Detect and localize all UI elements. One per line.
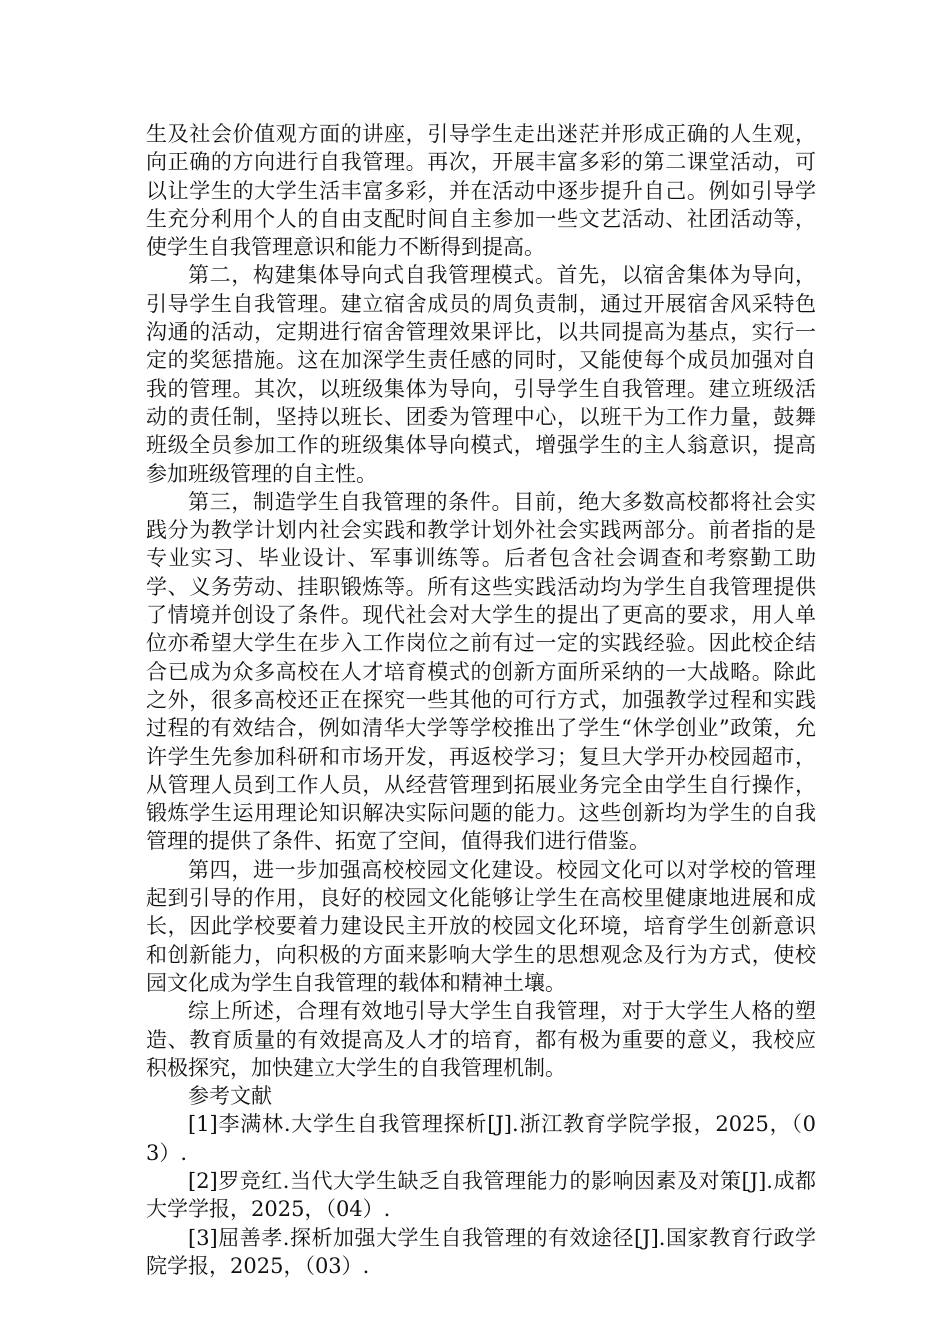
reference-item: [3]屈善孝.探析加强大学生自我管理的有效途径[J].国家教育行政学院学报，2025，（03）.	[146, 1225, 816, 1278]
reference-item: [1]李满林.大学生自我管理探析[J].浙江教育学院学报，2025，（03）.	[146, 1112, 816, 1165]
paragraph-fourth-point: 第四，进一步加强高校校园文化建设。校园文化可以对学校的管理起到引导的作用，良好的校园文化能够让学生在高校里健康地进展和成长，因此学校要着力建设民主开放的校园文化环境，培育学生创新意识和创新能力，向积极的方面来影响大学生的思想观念及行为方式，使校园文化成为学生自我管理的载体和精神土壤。	[146, 857, 816, 995]
document-body	[146, 120, 816, 1280]
references-heading: 参考文献	[188, 1084, 272, 1109]
paragraph-third-point: 第三，制造学生自我管理的条件。目前，绝大多数高校都将社会实践分为教学计划内社会实践和教学计划外社会实践两部分。前者指的是专业实习、毕业设计、军事训练等。后者包含社会调查和考察勤工助学、义务劳动、挂职锻炼等。所有这些实践活动均为学生自我管理提供了情境并创设了条件。现代社会对大学生的提出了更高的要求，用人单位亦希望大学生在步入工作岗位之前有过一定的实践经验。因此校企结合已成为众多高校在人才培育模式的创新方面所采纳的一大战略。除此之外，很多高校还正在探究一些其他的可行方式，加强教学过程和实践过程的有效结合，例如清华大学等学校推出了学生“休学创业”政策，允许学生先参加科研和市场开发，再返校学习；复旦大学开办校园超市，从管理人员到工作人员，从经营管理到拓展业务完全由学生自行操作，锻炼学生运用理论知识解决实际问题的能力。这些创新均为学生的自我管理的提供了条件、拓宽了空间，值得我们进行借鉴。	[146, 489, 816, 854]
paragraph-conclusion: 综上所述，合理有效地引导大学生自我管理，对于大学生人格的塑造、教育质量的有效提高及人才的培育，都有极为重要的意义，我校应积极探究，加快建立大学生的自我管理机制。	[146, 999, 816, 1080]
paragraph-second-point: 第二，构建集体导向式自我管理模式。首先，以宿舍集体为导向，引导学生自我管理。建立宿舍成员的周负责制，通过开展宿舍风采特色沟通的活动，定期进行宿舍管理效果评比，以共同提高为基点，实行一定的奖惩措施。这在加深学生责任感的同时，又能使每个成员加强对自我的管理。其次，以班级集体为导向，引导学生自我管理。建立班级活动的责任制，坚持以班长、团委为管理中心，以班干为工作力量，鼓舞班级全员参加工作的班级集体导向模式，增强学生的主人翁意识，提高参加班级管理的自主性。	[146, 263, 816, 486]
reference-item: [2]罗竞红.当代大学生缺乏自我管理能力的影响因素及对策[J].成都大学学报，2025，（04）.	[146, 1168, 816, 1222]
paragraph-continuation: 生及社会价值观方面的讲座，引导学生走出迷茫并形成正确的人生观，向正确的方向进行自我管理。再次，开展丰富多彩的第二课堂活动，可以让学生的大学生活丰富多彩，并在活动中逐步提升自己。例如引导学生充分利用个人的自由支配时间自主参加一些文艺活动、社团活动等，使学生自我管理意识和能力不断得到提高。	[146, 122, 816, 260]
